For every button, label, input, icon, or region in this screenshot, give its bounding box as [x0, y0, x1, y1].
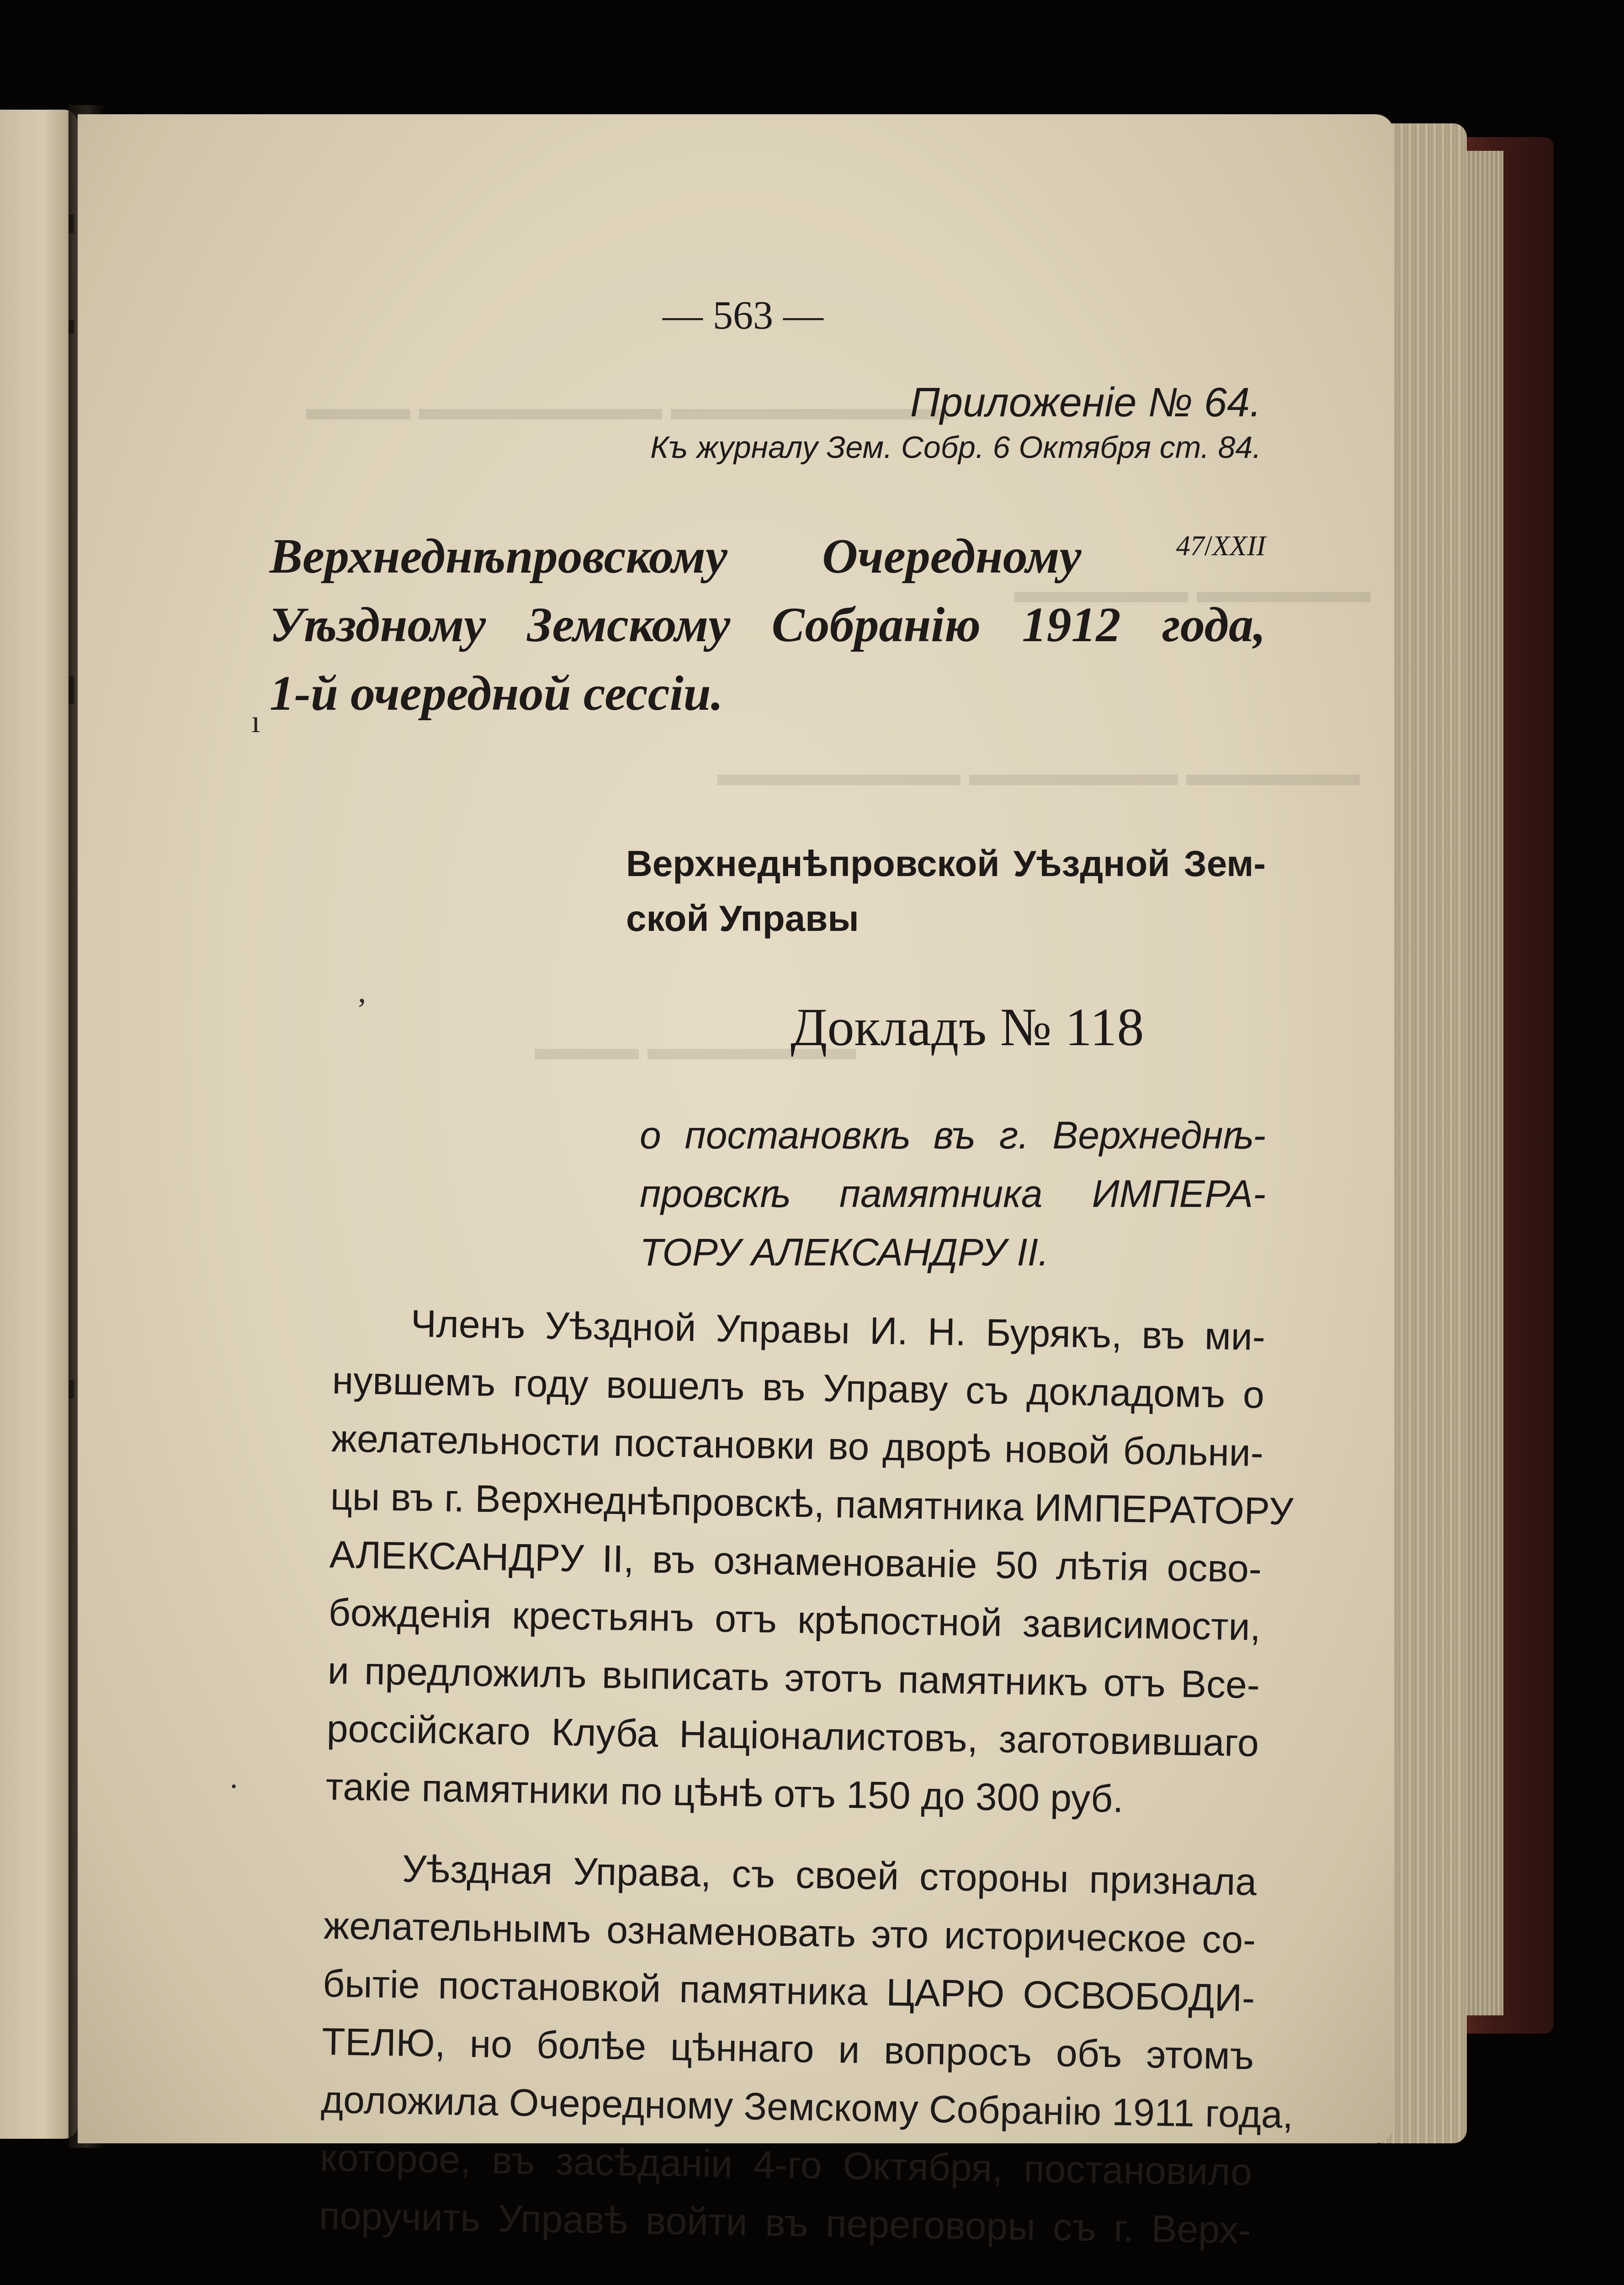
- subject-line-2: провскѣ памятника ИМПЕРА-: [640, 1172, 1266, 1215]
- appendix-reference: Къ журналу Зем. Собр. 6 Октября ст. 84.: [650, 430, 1261, 465]
- body-line: цы въ г. Верхнеднѣпровскѣ, памятника ИМПЕРАТОРУ: [330, 1474, 1294, 1533]
- appendix-title: Приложенiе № 64.: [910, 380, 1261, 425]
- body-line: и предложилъ выписать этотъ памятникъ отъ Все-: [327, 1648, 1260, 1706]
- bleed-through-text: ▬▬▬ ▬▬▬▬▬▬▬ ▬▬▬▬▬▬▬▬: [306, 389, 949, 427]
- board-heading: [626, 836, 1266, 946]
- page-number: — 563 —: [663, 293, 823, 338]
- body-line: доложила Очередному Земскому Собранiю 1911 года,: [320, 2078, 1294, 2136]
- report-subject: [640, 1106, 1266, 1281]
- bleed-through-text: ▬▬▬▬▬▬▬ ▬▬▬▬▬▬ ▬▬▬▬▬: [717, 755, 1360, 793]
- margin-mark: ’: [356, 992, 367, 1027]
- body-line: россiйскаго Клуба Нацiоналистовъ, заготовившаго: [326, 1706, 1259, 1764]
- subject-line-1: о постановкѣ въ г. Верхнеднѣ-: [640, 1114, 1266, 1157]
- body-line: ТЕЛЮ, но болѣе цѣннаго и вопросъ объ этомъ: [321, 2019, 1254, 2078]
- left-facing-page: [0, 110, 78, 2139]
- addressee-line-1: [270, 512, 1266, 591]
- body-line: божденiя крестьянъ отъ крѣпостной зависимости,: [328, 1590, 1261, 1648]
- body-line: желательности постановки во дворѣ новой больни-: [331, 1416, 1264, 1474]
- addressee-line-1-text: Верхнеднѣпровскому Очередному: [270, 529, 1082, 584]
- cover-page-edges: [1462, 151, 1503, 2015]
- board-line-1: Верхнеднѣпровской Уѣздной Зем-: [626, 843, 1266, 884]
- body-line: бытiе постановкой памятника ЦАРЮ ОСВОБОДИ-: [322, 1961, 1255, 2019]
- report-body: [318, 1293, 1294, 2259]
- margin-mark: ı: [251, 704, 260, 739]
- subject-line-3: ТОРУ АЛЕКСАНДРУ II.: [640, 1231, 1049, 1274]
- report-title: Докладъ № 118: [791, 997, 1144, 1057]
- board-line-2: ской Управы: [626, 898, 859, 939]
- registry-number-sep: /: [1204, 531, 1212, 562]
- body-line: Членъ Уѣздной Управы И. Н. Бурякъ, въ ми-: [410, 1302, 1266, 1359]
- addressee-block: [270, 512, 1266, 728]
- bleed-through-text: ▬▬▬▬▬ ▬▬▬▬▬: [1014, 572, 1370, 610]
- body-line: Уѣздная Управа, съ своей стороны признала: [402, 1847, 1257, 1903]
- addressee-line-3: 1-й очередной сессiи.: [270, 666, 723, 721]
- book-page: [78, 114, 1394, 2252]
- margin-mark: ·: [228, 1769, 239, 1804]
- registry-number-roman: XXII: [1212, 531, 1266, 562]
- body-line: поручить Управѣ войти въ переговоры съ г. Верх-: [318, 2194, 1252, 2252]
- body-line: желательнымъ ознаменовать это историческое со-: [323, 1903, 1256, 1961]
- body-line: такiе памятники по цѣнѣ отъ 150 до 300 руб.: [325, 1764, 1124, 1821]
- registry-number-num: 47: [1176, 531, 1205, 562]
- body-line: нувшемъ году вошелъ въ Управу съ докладомъ о: [332, 1358, 1265, 1417]
- registry-number: [1176, 531, 1266, 562]
- body-line: которое, въ засѣданiи 4-го Октября, постановило: [319, 2136, 1252, 2194]
- bleed-through-text: ▬▬▬ ▬▬▬▬▬▬: [535, 1029, 856, 1067]
- addressee-line-2: Уѣздному Земскому Собранiю 1912 года,: [270, 598, 1266, 652]
- body-line: АЛЕКСАНДРУ II, въ ознаменованiе 50 лѣтiя осво-: [329, 1532, 1262, 1590]
